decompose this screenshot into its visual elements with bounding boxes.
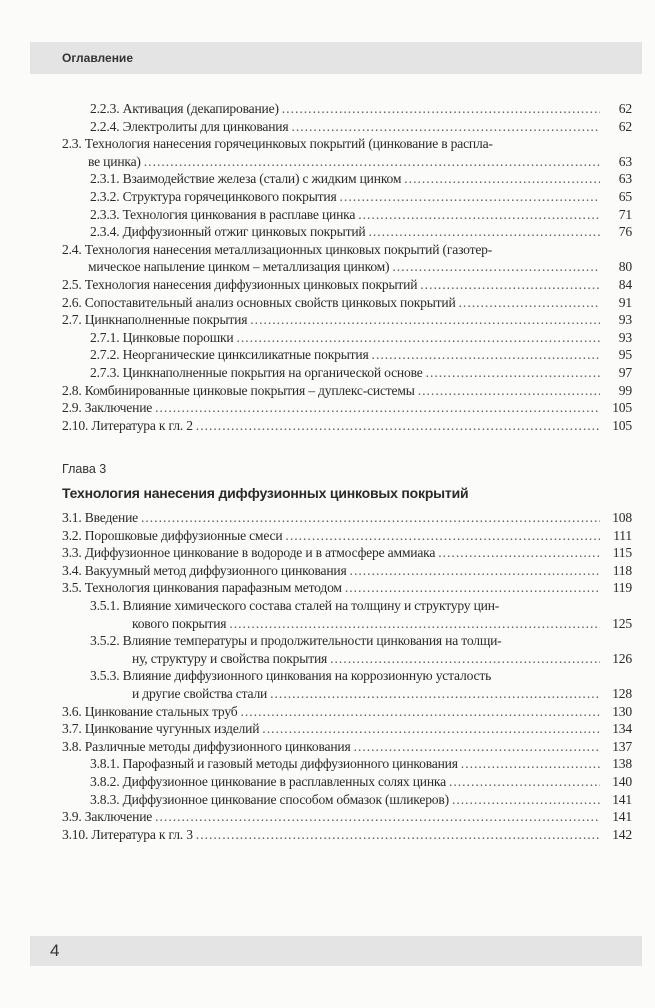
leader-dots [426,364,600,382]
leader-dots [262,720,600,738]
leader-dots [144,153,600,171]
toc-entry-line[interactable] [62,135,632,153]
running-footer [30,936,642,966]
toc-entry-title: 2.3. Технология нанесения горячецинковых покрытий (цинкование в распла- [62,135,496,153]
toc-entry-title: 2.3.3. Технология цинкования в расплаве цинка [90,206,358,224]
toc-entry[interactable] [62,720,632,738]
toc-entry-title: 3.5.2. Влияние температуры и продолжительности цинкования на толщи- [90,632,505,650]
toc-entry[interactable] [62,650,632,668]
leader-dots [291,118,600,136]
toc-entry[interactable] [62,826,632,844]
toc-entry-title: 3.5.1. Влияние химического состава сталей на толщину и структуру цин- [90,597,502,615]
toc-page-number: 95 [618,347,632,363]
toc-entry[interactable] [62,294,632,312]
toc-entry[interactable] [62,685,632,703]
toc-page-number: 141 [612,791,632,807]
leader-dots [141,509,600,527]
toc-entry[interactable] [62,329,632,347]
toc-entry-title: 2.8. Комбинированные цинковые покрытия – дуплекс-системы [62,382,418,400]
toc-entry[interactable] [62,615,632,633]
toc-entry[interactable] [62,579,632,597]
toc-entry-title: 3.10. Литература к гл. 3 [62,826,196,844]
toc-page-number: 119 [612,580,632,596]
toc-entry-title: 2.7. Цинкнаполненные покрытия [62,311,250,329]
leader-dots [155,399,600,417]
toc-page-number: 93 [618,312,632,328]
leader-dots [236,329,600,347]
leader-dots [340,188,600,206]
toc-entry[interactable] [62,364,632,382]
toc-entry-title: 3.1. Введение [62,509,141,527]
leader-dots [285,527,600,545]
toc-entry[interactable] [62,311,632,329]
toc-page-number: 126 [612,650,632,666]
toc-entry[interactable] [62,509,632,527]
leader-dots [345,579,600,597]
leader-dots [459,294,600,312]
leader-dots [438,544,600,562]
toc-entry[interactable] [62,153,632,171]
toc-entry-line[interactable] [62,597,632,615]
toc-chapter-2 [62,100,632,434]
toc-page-number: 63 [618,171,632,187]
leader-dots [449,773,600,791]
toc-entry[interactable] [62,773,632,791]
toc-page-number: 84 [618,276,632,292]
toc-entry-title: 2.2.3. Активация (декапирование) [90,100,282,118]
toc-entry-title: 2.7.1. Цинковые порошки [90,329,236,347]
toc-entry-title: 3.5. Технология цинкования парафазным методом [62,579,345,597]
toc-page-number: 105 [612,417,632,433]
toc-entry-title: 2.2.4. Электролиты для цинкования [90,118,291,136]
toc-page-number: 80 [618,259,632,275]
toc-entry[interactable] [62,100,632,118]
leader-dots [372,346,600,364]
toc-page-number: 134 [612,721,632,737]
toc-entry[interactable] [62,382,632,400]
toc-entry-title: и другие свойства стали [132,685,270,703]
leader-dots [350,562,600,580]
leader-dots [392,258,600,276]
toc-entry-title: 2.7.2. Неорганические цинксиликатные покрытия [90,346,372,364]
toc-page-number: 115 [612,545,632,561]
toc-entry[interactable] [62,206,632,224]
toc-page-number: 71 [618,206,632,222]
toc-entry[interactable] [62,258,632,276]
toc-page-number: 125 [612,615,632,631]
toc-entry[interactable] [62,223,632,241]
toc-entry[interactable] [62,188,632,206]
running-header [30,42,642,74]
toc-page-number: 65 [618,188,632,204]
leader-dots [330,650,600,668]
toc-page-number: 137 [612,738,632,754]
toc-page-number: 118 [612,562,632,578]
toc-entry-title: 3.5.3. Влияние диффузионного цинкования на коррозионную усталость [90,667,494,685]
header-title: Оглавление [62,51,133,65]
toc-entry-title: 3.6. Цинкование стальных труб [62,703,240,721]
toc-page-number: 76 [618,224,632,240]
toc-page-number: 130 [612,703,632,719]
toc-page-number: 142 [612,826,632,842]
leader-dots [282,100,600,118]
toc-page-number: 108 [612,510,632,525]
toc-entry-line[interactable] [62,667,632,685]
leader-dots [155,808,600,826]
leader-dots [196,826,600,844]
toc-entry-title: 2.3.4. Диффузионный отжиг цинковых покрытий [90,223,368,241]
toc-entry-title: 3.4. Вакуумный метод диффузионного цинкования [62,562,350,580]
toc-entry-line[interactable] [62,632,632,650]
leader-dots [358,206,600,224]
toc-chapter-3 [62,509,632,843]
leader-dots [250,311,600,329]
toc-entry-title: 3.7. Цинкование чугунных изделий [62,720,262,738]
toc-page-number: 91 [618,294,632,310]
toc-entry-line[interactable] [62,241,632,259]
toc-entry-title: 3.8.2. Диффузионное цинкование в расплавленных солях цинка [90,773,449,791]
toc-entry-title: 2.3.2. Структура горячецинкового покрытия [90,188,340,206]
toc-entry[interactable] [62,276,632,294]
toc-entry-title: 2.5. Технология нанесения диффузионных цинковых покрытий [62,276,420,294]
leader-dots [368,223,600,241]
toc-entry[interactable] [62,562,632,580]
toc-entry[interactable] [62,399,632,417]
leader-dots [461,755,600,773]
chapter-label: Глава 3 [62,462,107,476]
leader-dots [270,685,600,703]
toc-page-number: 105 [612,400,632,416]
toc-entry-title: 3.8.3. Диффузионное цинкование способом обмазок (шликеров) [90,791,452,809]
toc-page-number: 111 [613,527,632,543]
toc-entry-title: 2.9. Заключение [62,399,155,417]
toc-entry[interactable] [62,808,632,826]
toc-page-number: 97 [618,364,632,380]
toc-page-number: 62 [618,118,632,134]
toc-entry[interactable] [62,417,632,435]
toc-page-number: 140 [612,773,632,789]
toc-entry[interactable] [62,544,632,562]
toc-entry-title: ну, структуру и свойства покрытия [132,650,330,668]
toc-entry-title: кового покрытия [132,615,229,633]
leader-dots [418,382,600,400]
toc-entry-title: ве цинка) [88,153,144,171]
toc-entry[interactable] [62,738,632,756]
toc-entry-title: 2.7.3. Цинкнаполненные покрытия на органической основе [90,364,426,382]
leader-dots [229,615,600,633]
toc-entry-title: 3.8. Различные методы диффузионного цинкования [62,738,354,756]
toc-entry[interactable] [62,703,632,721]
toc-entry[interactable] [62,527,632,545]
leader-dots [354,738,600,756]
toc-page-number: 62 [618,101,632,116]
leader-dots [196,417,600,435]
leader-dots [452,791,600,809]
toc-page-number: 63 [618,153,632,169]
page-number: 4 [50,941,60,960]
toc-entry-title: 3.8.1. Парофазный и газовый методы диффузионного цинкования [90,755,461,773]
toc-entry[interactable] [62,791,632,809]
toc-entry-title: 2.4. Технология нанесения металлизационных цинковых покрытий (газотер- [62,241,495,259]
leader-dots [404,170,600,188]
toc-entry[interactable] [62,170,632,188]
toc-entry[interactable] [62,118,632,136]
chapter-title: Технология нанесения диффузионных цинковых покрытий [62,485,469,501]
toc-page-number: 141 [612,809,632,825]
toc-entry-title: 2.10. Литература к гл. 2 [62,417,196,435]
toc-entry-title: 3.2. Порошковые диффузионные смеси [62,527,285,545]
toc-entry-title: 2.3.1. Взаимодействие железа (стали) с жидким цинком [90,170,404,188]
toc-page-number: 128 [612,685,632,701]
toc-entry-title: 3.9. Заключение [62,808,155,826]
toc-page-number: 138 [612,756,632,772]
toc-entry[interactable] [62,346,632,364]
toc-entry-title: 2.6. Сопоставительный анализ основных свойств цинковых покрытий [62,294,459,312]
toc-page-number: 93 [618,329,632,345]
leader-dots [240,703,600,721]
toc-entry-title: мическое напыление цинком – металлизация цинком) [88,258,392,276]
toc-entry-title: 3.3. Диффузионное цинкование в водороде и в атмосфере аммиака [62,544,438,562]
toc-entry[interactable] [62,755,632,773]
toc-page-number: 99 [618,382,632,398]
leader-dots [420,276,600,294]
